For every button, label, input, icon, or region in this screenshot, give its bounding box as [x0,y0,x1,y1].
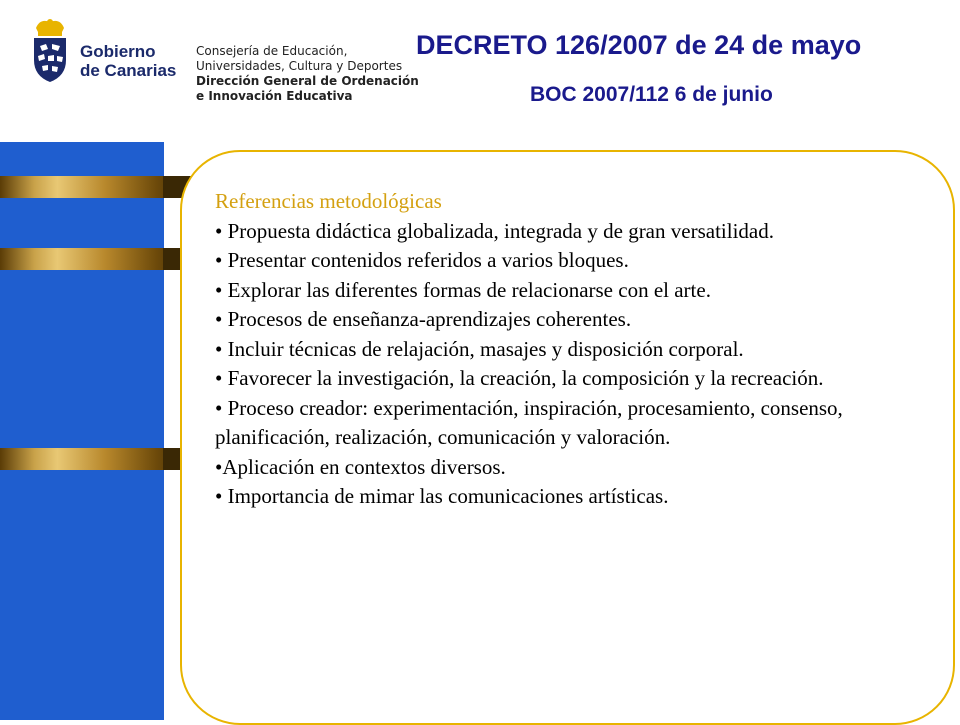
gold-bar-3 [0,448,191,470]
content-text [215,187,935,512]
list-item: • Presentar contenidos referidos a varios bloques. [215,248,629,272]
department-line-4: e Innovación Educativa [196,89,353,103]
list-item: • Propuesta didáctica globalizada, integrada y de gran versatilidad. [215,218,774,243]
logo [28,14,178,94]
side-blue-bar [0,142,164,720]
department-line-2: Universidades, Cultura y Deportes [196,59,403,73]
list-item: • Proceso creador: experimentación, inspiración, procesamiento, consenso, planificación, realización, comunicación y valoración. [215,395,843,449]
gold-bar-2 [0,248,191,270]
bullet-list [215,217,935,512]
department-block [196,44,419,104]
list-item: • Explorar las diferentes formas de relacionarse con el arte. [215,277,711,302]
list-item: • Incluir técnicas de relajación, masajes y disposición corporal. [215,336,744,361]
department-line-3: Dirección General de Ordenación [196,74,419,88]
list-item: • Favorecer la investigación, la creación, la composición y la recreación. [215,366,824,390]
list-item: • Procesos de enseñanza-aprendizajes coherentes. [215,307,632,331]
page-title: DECRETO 126/2007 de 24 de mayo [416,30,862,60]
brand-line-2: de Canarias [80,61,177,80]
list-item: • Importancia de mimar las comunicaciones artísticas. [215,484,669,508]
list-item: •Aplicación en contextos diversos. [215,454,506,479]
page-subtitle: BOC 2007/112 6 de junio [530,83,773,106]
gold-bar-1 [0,176,191,198]
department-line-1: Consejería de Educación, [196,44,348,58]
brand-line-1: Gobierno [80,42,156,61]
section-heading: Referencias metodológicas [215,189,442,213]
coat-of-arms-icon [28,16,72,84]
